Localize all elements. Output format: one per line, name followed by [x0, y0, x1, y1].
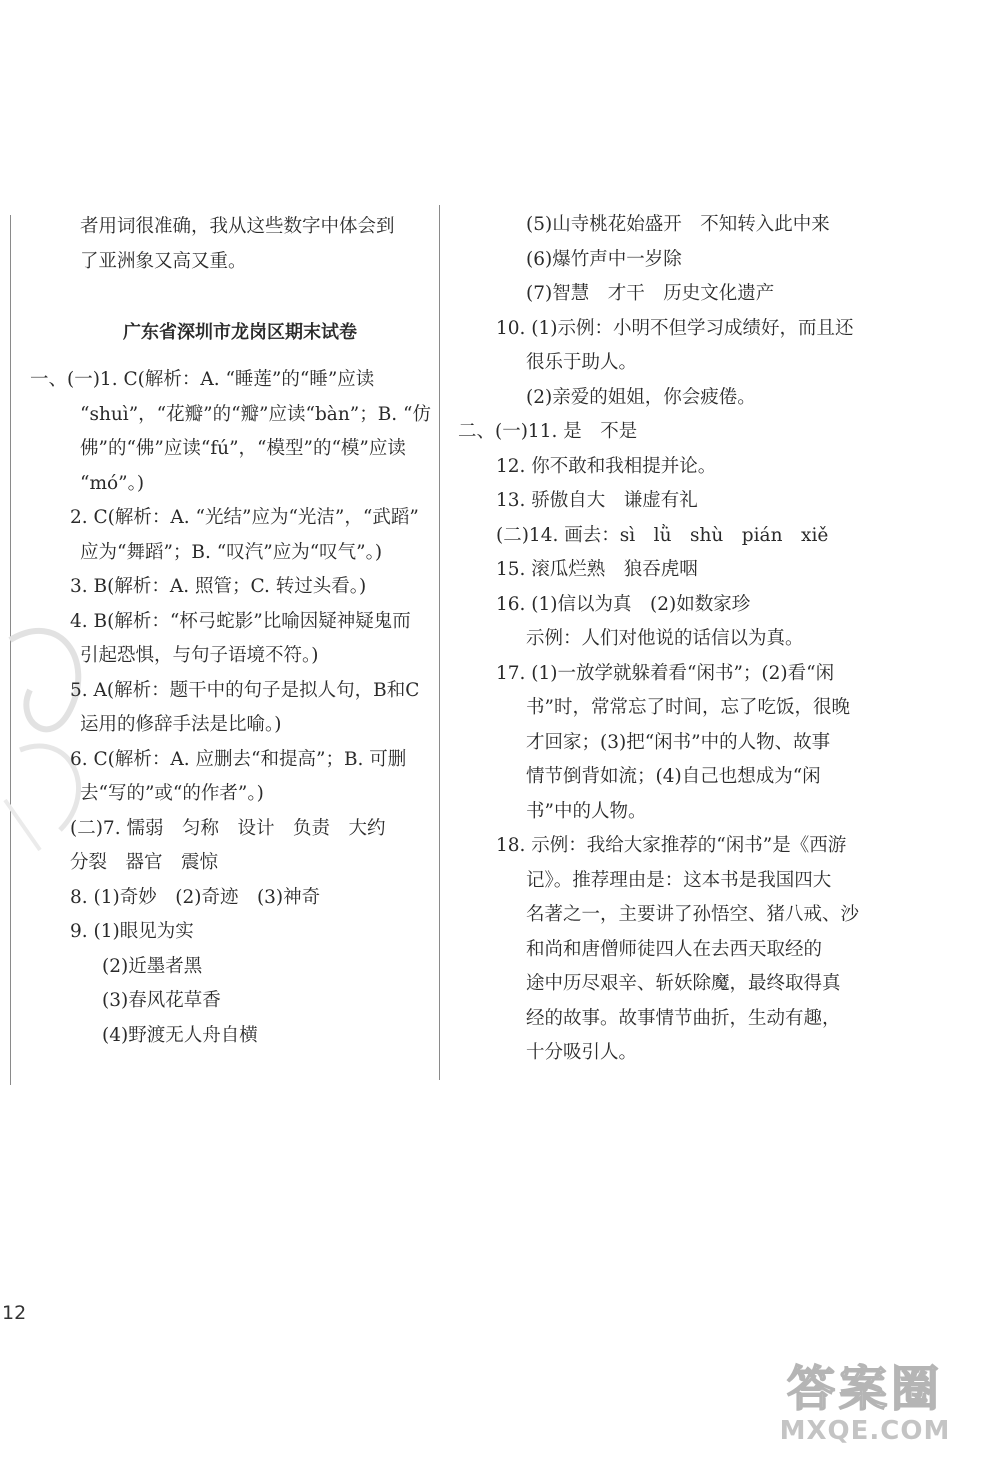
answer-line: 佛”的“佛”应读“fú”，“模型”的“模”应读 [80, 438, 406, 459]
left-column [30, 210, 430, 1053]
answer-line: 途中历尽艰辛、斩妖除魔，最终取得真 [526, 973, 841, 994]
answer-line: 10. (1)示例：小明不但学习成绩好，而且还 [496, 317, 854, 339]
answer-line: 去“写的”或“的作者”。) [80, 783, 264, 804]
answer-line: 9. (1)眼见为实 [70, 921, 194, 942]
answer-line: 6. C(解析：A. 应删去“和提高”；B. 可删 [70, 748, 407, 770]
answer-line: 18. 示例：我给大家推荐的“闲书”是《西游 [496, 835, 847, 856]
answer-line: (4)野渡无人舟自横 [102, 1024, 258, 1046]
answer-line: 3. B(解析：A. 照管；C. 转过头看。) [70, 576, 367, 597]
watermark-url-text: MXQE.COM [779, 1416, 951, 1446]
answer-line: 一、(一)1. C(解析：A. “睡莲”的“睡”应读 [30, 369, 375, 390]
answer-line: 很乐于助人。 [526, 352, 638, 373]
answer-line: “shuì”，“花瓣”的“瓣”应读“bàn”；B. “仿 [80, 403, 432, 425]
answer-line: 示例：人们对他说的话信以为真。 [526, 628, 804, 649]
answer-line: (2)近墨者黑 [102, 955, 203, 977]
answer-line: 5. A(解析：题干中的句子是拟人句，B和C [70, 679, 420, 701]
answer-line: (6)爆竹声中一岁除 [526, 248, 682, 270]
answer-line: 才回家；(3)把“闲书”中的人物、故事 [526, 731, 831, 753]
answer-line: 运用的修辞手法是比喻。) [80, 714, 282, 735]
section-title: 广东省深圳市龙岗区期末试卷 [123, 322, 357, 343]
answer-line: 十分吸引人。 [526, 1042, 638, 1063]
answer-line: 15. 滚瓜烂熟 狼吞虎咽 [496, 559, 698, 580]
answer-line: 名著之一，主要讲了孙悟空、猪八戒、沙 [526, 904, 860, 925]
answer-line: (7)智慧 才干 历史文化遗产 [526, 283, 775, 304]
answer-line: 二、(一)11. 是 不是 [458, 421, 638, 442]
answer-line: 分裂 器官 震惊 [70, 852, 219, 873]
answer-line: 记》。推荐理由是：这本书是我国四大 [526, 869, 832, 891]
answer-line: 书”时，常常忘了时间，忘了吃饭，很晚 [526, 697, 850, 718]
answer-line: (5)山寺桃花始盛开 不知转入此中来 [526, 214, 830, 235]
answer-line: “mó”。) [80, 472, 145, 494]
answer-line: 和尚和唐僧师徒四人在去西天取经的 [526, 938, 823, 960]
answer-line: 4. B(解析：“杯弓蛇影”比喻因疑神疑鬼而 [70, 610, 411, 632]
page-number: 12 [2, 1302, 27, 1324]
answer-line: 情节倒背如流；(4)自己也想成为“闲 [526, 766, 821, 787]
answer-line: 12. 你不敢和我相提并论。 [496, 455, 717, 477]
answer-line: 书”中的人物。 [526, 800, 647, 822]
answer-line: 应为“舞蹈”；B. “叹汽”应为“叹气”。) [80, 541, 383, 563]
answer-line: (二)7. 懦弱 匀称 设计 负责 大约 [70, 817, 386, 839]
answer-line: 16. (1)信以为真 (2)如数家珍 [496, 593, 751, 615]
text-line: 者用词很准确，我从这些数字中体会到 [80, 216, 395, 237]
watermark-logo-text: 答案圈 [786, 1361, 943, 1417]
answer-line: 2. C(解析：A. “光结”应为“光洁”，“武蹈” [70, 507, 419, 528]
answer-line: 8. (1)奇妙 (2)奇迹 (3)神奇 [70, 886, 321, 908]
answer-line: (2)亲爱的姐姐，你会疲倦。 [526, 386, 756, 408]
answer-line: 经的故事。故事情节曲折，生动有趣， [526, 1007, 841, 1029]
answer-line: 引起恐惧，与句子语境不符。) [80, 645, 319, 666]
site-watermark [760, 1362, 970, 1452]
answer-line: 17. (1)一放学就躲着看“闲书”；(2)看“闲 [496, 662, 835, 684]
right-column [458, 208, 858, 1071]
answer-line: (二)14. 画去：sì lǜ shù pián xiě [496, 524, 829, 546]
column-divider [439, 205, 440, 1080]
text-line: 了亚洲象又高又重。 [80, 250, 247, 272]
answer-line: 13. 骄傲自大 谦虚有礼 [496, 490, 698, 511]
answer-line: (3)春风花草香 [102, 990, 221, 1011]
